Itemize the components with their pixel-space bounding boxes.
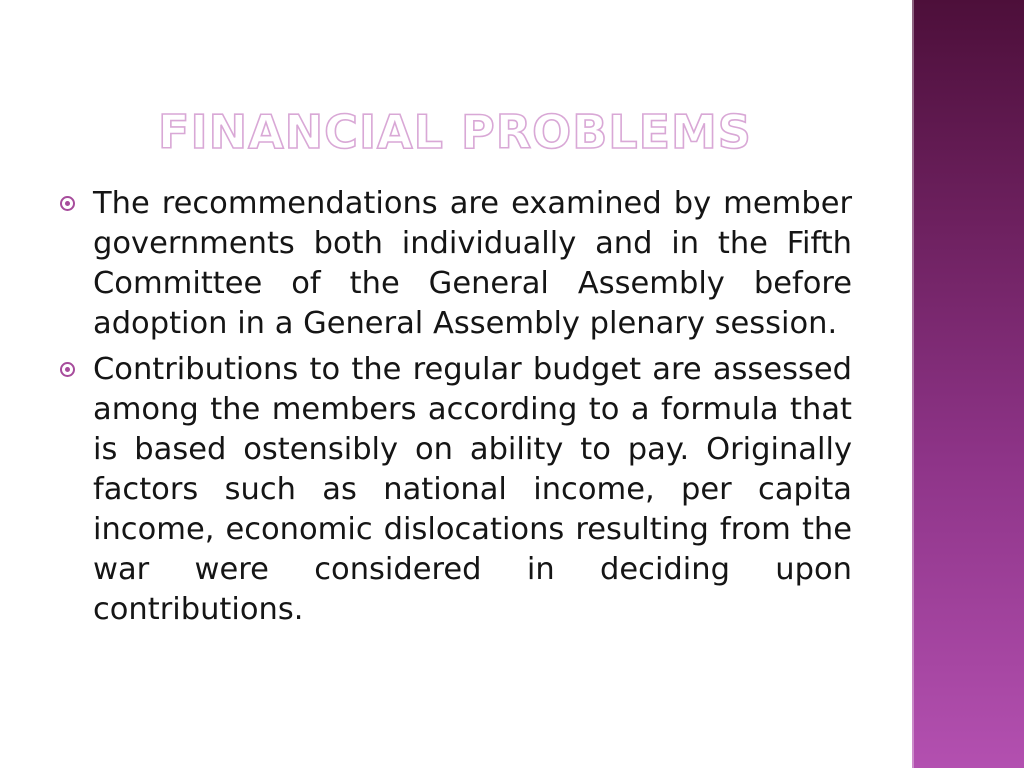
bullet-text: Contributions to the regular budget are assessed among the members according to a formula that is based ostensibly on ability to pay. Originally factors such as national income, per capita income, economic dislocations resulting from the war were considered in deciding upon contributions. [93,352,852,627]
bullet-item [60,184,852,344]
bullet-list [60,184,852,636]
bullet-circle-icon [60,362,75,377]
bullet-circle-icon [60,196,75,211]
slide-title-text: FINANCIAL PROBLEMS [158,105,752,159]
bullet-text: The recommendations are examined by member governments both individually and in the Fifth Committee of the General Assembly before adoption in a General Assembly plenary session. [93,186,852,341]
slide-title [150,104,760,160]
side-band-edge [912,0,914,768]
decorative-side-band [912,0,1024,768]
bullet-item [60,350,852,630]
